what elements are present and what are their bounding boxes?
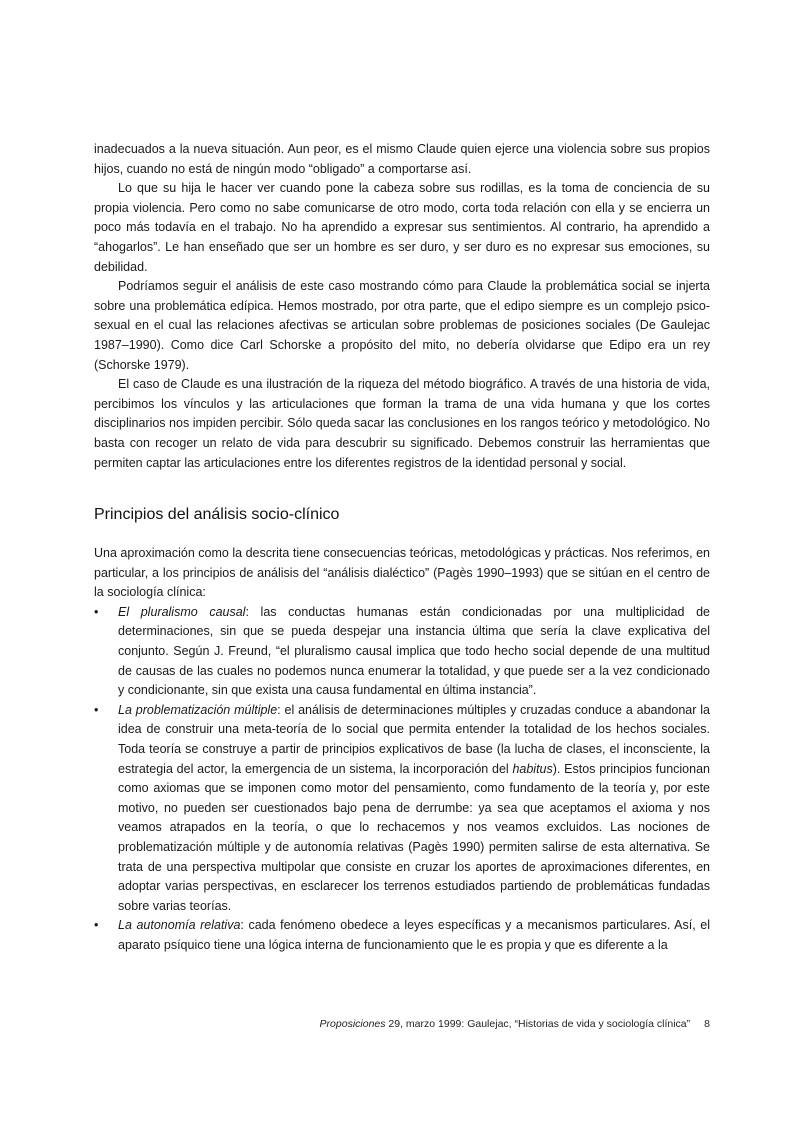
principle-term: La problematización múltiple [118,702,278,717]
principle-term-inline: habitus [512,761,553,776]
list-item [94,603,710,701]
section-heading: Principios del análisis socio-clínico [94,506,340,524]
principle-text: : las conductas humanas están condicionadas por una multiplicidad de determinaciones, sin que se pueda despejar una instancia última que sería la clave explicativa del conjunto. Según J. Freund, “el pluralismo causal implica que todo hecho social depende de una multitud de causas de las cuales no podemos nunca enumerar la totalidad, y que puede ser a la vez condicionado y condicionante, sin que exista una causa fundamental en última instancia”. [118,604,710,698]
principle-text: : cada fenómeno obedece a leyes específicas y a mecanismos particulares. Así, el aparato psíquico tiene una lógica interna de funcionamiento que le es propia y que es diferente a la [118,918,710,952]
journal-name: Proposiciones [319,1018,386,1030]
bullet-icon: • [94,702,99,717]
bullet-icon: • [94,918,99,933]
page-footer [94,1018,710,1030]
document-body [94,140,710,956]
list-item [94,916,710,955]
paragraph: Lo que su hija le hacer ver cuando pone la cabeza sobre sus rodillas, es la toma de conciencia de su propia violencia. Pero como no sabe comunicarse de otro modo, corta toda relación con ella y se encierra un poco más todavía en el trabajo. No ha aprendido a expresar sus sentimientos. Al contrario, ha aprendido a “ahogarlos”. Le han enseñado que ser un hombre es ser duro, y ser duro es no expresar sus emociones, su debilidad. [94,181,710,274]
footer-citation: 29, marzo 1999: Gaulejac, “Historias de vida y sociología clínica” [385,1018,691,1030]
paragraph: Podríamos seguir el análisis de este caso mostrando cómo para Claude la problemática social se injerta sobre una problemática edípica. Hemos mostrado, por otra parte, que el edipo siempre es un complejo psico-sexual en el cual las relaciones afectivas se articulan sobre problemas de posiciones sociales (De Gaulejac 1987–1990). Como dice Carl Schorske a propósito del mito, no debería olvidarse que Edipo era un rey (Schorske 1979). [94,279,710,372]
principle-term: El pluralismo causal [118,604,246,619]
principles-list [94,603,710,956]
page-number: 8 [704,1018,710,1030]
list-item [94,701,710,917]
principle-term: La autonomía relativa [118,918,241,933]
paragraph-continuation: inadecuados a la nueva situación. Aun peor, es el mismo Claude quien ejerce una violencia sobre sus propios hijos, cuando no está de ningún modo “obligado” a comportarse así. [94,142,710,176]
principle-text: : el análisis de determinaciones múltiples y cruzadas conduce a abandonar la idea de construir una meta-teoría de lo social que permita entender la totalidad de los hechos sociales. Toda teoría se construye a partir de principios explicativos de base (la lucha de clases, el inconsciente, la estrategia del actor, la emergencia de un sistema, la incorporación del [118,702,710,776]
paragraph: El caso de Claude es una ilustración de la riqueza del método biográfico. A través de una historia de vida, percibimos los vínculos y las articulaciones que forman la trama de una vida humana y que los cortes disciplinarios nos impiden percibir. Sólo queda sacar las conclusiones en los rangos teórico y metodológico. No basta con recoger un relato de vida para descubrir su significado. Debemos construir las herramientas que permiten captar las articulaciones entre los diferentes registros de la identidad personal y social. [94,377,710,470]
section-intro: Una aproximación como la descrita tiene consecuencias teóricas, metodológicas y prácticas. Nos referimos, en particular, a los principios de análisis del “análisis dialéctico” (Pagès 1990–1993) que se sitúan en el centro de la sociología clínica: [94,546,710,600]
principle-text-continued: ). Estos principios funcionan como axiomas que se imponen como motor del pensamiento, como fundamento de la teoría y, por este motivo, no pueden ser cuestionados bajo pena de derrumbe: ya sea que aceptamos el axioma y nos veamos atrapados en la teoría, o que lo rechacemos y nos veamos excluidos. Las nociones de problematización múltiple y de autonomía relativas (Pagès 1990) permiten salirse de esta alternativa. Se trata de una perspectiva multipolar que consiste en cruzar los aportes de aproximaciones diferentes, en adoptar varias perspectivas, en esclarecer los terrenos estudiados partiendo de problemáticas fundadas sobre varias teorías. [118,761,710,913]
bullet-icon: • [94,604,99,619]
